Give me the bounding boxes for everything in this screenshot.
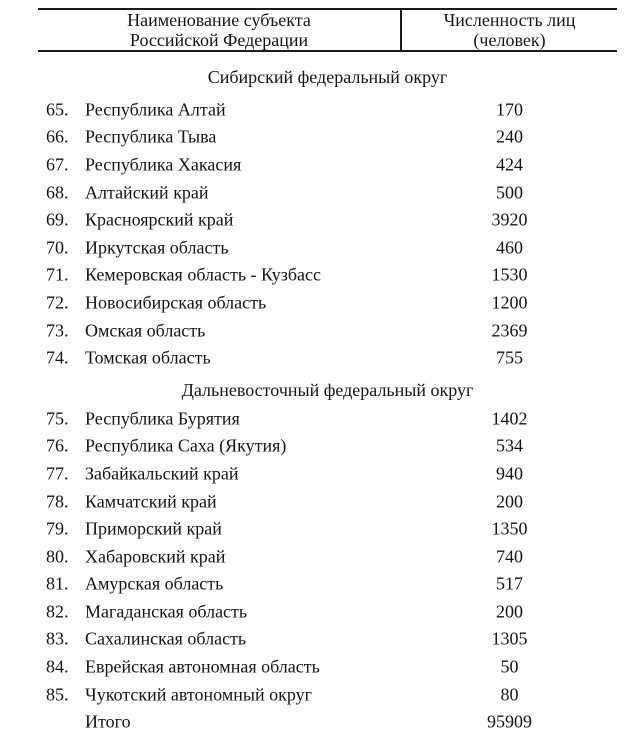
region-name: Сахалинская область — [85, 628, 247, 649]
table-row — [0, 405, 640, 433]
total-label: Итого — [85, 711, 131, 732]
region-name: Республика Саха (Якутия) — [85, 435, 287, 456]
population-value: 2369 — [491, 320, 528, 341]
row-number: 65. — [46, 99, 69, 120]
region-name: Новосибирская область — [85, 292, 267, 313]
row-number: 72. — [46, 292, 69, 313]
table-row — [0, 234, 640, 262]
population-value: 1350 — [491, 518, 528, 539]
header-name-line2: Российской Федерации — [129, 30, 309, 50]
population-value: 1530 — [491, 264, 528, 285]
row-number: 79. — [46, 518, 69, 539]
table-row — [0, 543, 640, 571]
header-count-column — [402, 10, 617, 50]
row-number: 84. — [46, 656, 69, 677]
table-row — [0, 262, 640, 290]
region-name: Еврейская автономная область — [85, 656, 320, 677]
population-value: 50 — [500, 656, 519, 677]
region-name: Республика Хакасия — [85, 154, 242, 175]
total-value: 95909 — [487, 711, 532, 732]
population-value: 1402 — [491, 408, 528, 429]
row-number: 76. — [46, 435, 69, 456]
population-value: 1305 — [491, 628, 528, 649]
population-value: 517 — [496, 573, 523, 594]
region-name: Иркутская область — [85, 237, 229, 258]
row-number: 85. — [46, 684, 69, 705]
population-value: 940 — [496, 463, 523, 484]
table-row — [0, 433, 640, 461]
header-name-line1: Наименование субъекта — [127, 10, 311, 30]
row-number: 81. — [46, 573, 69, 594]
population-value: 755 — [496, 347, 523, 368]
table-row — [0, 124, 640, 152]
table-row — [0, 626, 640, 654]
region-name: Республика Тыва — [85, 126, 217, 147]
table-row — [0, 317, 640, 345]
row-number: 77. — [46, 463, 69, 484]
region-name: Омская область — [85, 320, 206, 341]
row-number: 80. — [46, 546, 69, 567]
row-number: 67. — [46, 154, 69, 175]
table-row — [0, 206, 640, 234]
section-title-siberian: Сибирский федеральный округ — [207, 67, 448, 87]
total-row — [0, 708, 640, 736]
population-value: 1200 — [491, 292, 528, 313]
table-row — [0, 681, 640, 709]
table-row — [0, 289, 640, 317]
table-row — [0, 488, 640, 516]
region-name: Алтайский край — [85, 182, 209, 203]
region-name: Забайкальский край — [85, 463, 239, 484]
region-name: Магаданская область — [85, 601, 248, 622]
row-number: 69. — [46, 209, 69, 230]
population-value: 80 — [500, 684, 519, 705]
row-number: 78. — [46, 491, 69, 512]
row-number: 74. — [46, 347, 69, 368]
table-row — [0, 571, 640, 599]
table-row — [0, 653, 640, 681]
population-value: 200 — [496, 601, 523, 622]
row-number: 75. — [46, 408, 69, 429]
population-value: 200 — [496, 491, 523, 512]
table-row — [0, 460, 640, 488]
region-name: Томская область — [85, 347, 211, 368]
region-name: Кемеровская область - Кузбасс — [85, 264, 321, 285]
population-value: 240 — [496, 126, 523, 147]
row-number: 83. — [46, 628, 69, 649]
row-number: 66. — [46, 126, 69, 147]
header-name-column — [38, 10, 402, 50]
population-value: 170 — [496, 99, 523, 120]
region-name: Красноярский край — [85, 209, 234, 230]
table-row — [0, 515, 640, 543]
row-number: 82. — [46, 601, 69, 622]
header-count-line1: Численность лиц — [443, 10, 576, 30]
population-value: 424 — [496, 154, 523, 175]
row-number: 68. — [46, 182, 69, 203]
region-name: Приморский край — [85, 518, 222, 539]
header-count-line2: (человек) — [473, 30, 546, 50]
section-title-far-eastern: Дальневосточный федеральный округ — [181, 379, 474, 400]
region-name: Чукотский автономный округ — [85, 684, 312, 705]
table-row — [0, 96, 640, 124]
region-name: Камчатский край — [85, 491, 217, 512]
region-name: Амурская область — [85, 573, 224, 594]
row-number: 70. — [46, 237, 69, 258]
table-row — [0, 151, 640, 179]
population-value: 740 — [496, 546, 523, 567]
row-number: 73. — [46, 320, 69, 341]
table-body — [0, 52, 640, 736]
population-value: 3920 — [491, 209, 528, 230]
region-name: Республика Алтай — [85, 99, 226, 120]
table-row — [0, 179, 640, 207]
population-value: 460 — [496, 237, 523, 258]
row-number: 71. — [46, 264, 69, 285]
region-name: Хабаровский край — [85, 546, 226, 567]
table-header — [38, 8, 617, 52]
population-value: 500 — [496, 182, 523, 203]
table-row — [0, 344, 640, 372]
population-value: 534 — [496, 435, 523, 456]
table-row — [0, 598, 640, 626]
region-name: Республика Бурятия — [85, 408, 240, 429]
